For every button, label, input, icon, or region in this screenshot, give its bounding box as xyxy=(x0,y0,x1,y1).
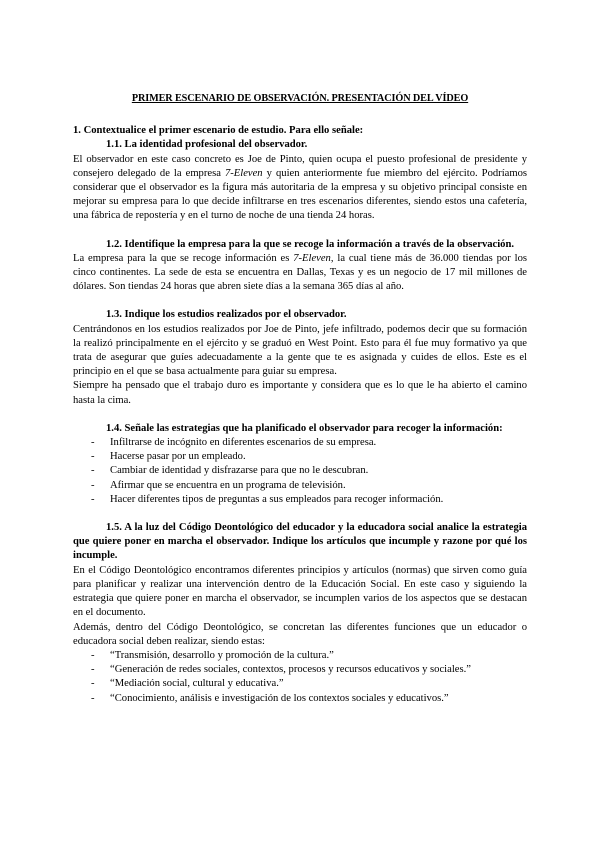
document-page xyxy=(73,92,527,706)
list-item: - Hacer diferentes tipos de preguntas a sus empleados para recoger información. xyxy=(73,493,527,507)
section-1-1-paragraph: El observador en este caso concreto es Joe de Pinto, quien ocupa el puesto profesional de presidente y consejero delegado de la empresa 7-Eleven y quien anteriormente fue miembro del ejército. Podríamos considerar que el observador es la figura más autoritaria de la empresa y su objetivo principal consiste en mejorar su empresa para lo que decide infiltrarse en tres escenarios diferentes, siendo estos una cafetería, una fábrica de repostería y en el turno de noche de una tienda 24 horas. xyxy=(73,153,527,222)
company-name: 7-Eleven xyxy=(293,252,331,264)
list-item: - Afirmar que se encuentra en un programa de televisión. xyxy=(73,479,527,493)
functions-list xyxy=(73,649,527,706)
list-item: - “Transmisión, desarrollo y promoción de la cultura.” xyxy=(73,649,527,663)
section-1-3-heading: 1.3. Indique los estudios realizados por el observador. xyxy=(106,309,347,321)
list-item: - Cambiar de identidad y disfrazarse para que no le descubran. xyxy=(73,464,527,478)
document-title: PRIMER ESCENARIO DE OBSERVACIÓN. PRESENTACIÓN DEL VÍDEO xyxy=(131,93,469,104)
section-1-2-heading: 1.2. Identifique la empresa para la que se recoge la información a través de la observación. xyxy=(106,238,515,250)
list-item: - “Generación de redes sociales, contextos, procesos y recursos educativos y sociales.” xyxy=(73,663,527,677)
section-1-1-heading: 1.1. La identidad profesional del observador. xyxy=(106,139,308,151)
section-1-5-heading: 1.5. A la luz del Código Deontológico del educador y la educadora social analice la estrategia que quiere poner en marcha el observador. Indique los artículos que incumple y razone por qué los incumple. xyxy=(73,522,527,562)
section-1-2-paragraph: La empresa para la que se recoge información es 7-Eleven, la cual tiene más de 36.000 tiendas por los cinco continentes. La sede de esta se encuentra en Dallas, Texas y es un negocio de 17 mil millones de dólares. Son tiendas 24 horas que abren siete días a la semana 365 días al año. xyxy=(73,252,527,293)
section-1-5-paragraph-2: Además, dentro del Código Deontológico, se concretan las diferentes funciones que un educador o educadora social deben realizar, siendo estas: xyxy=(73,621,527,647)
list-item: - Infiltrarse de incógnito en diferentes escenarios de su empresa. xyxy=(73,436,527,450)
section-1-5-paragraph-1: En el Código Deontológico encontramos diferentes principios y artículos (normas) que sirven como guía para planificar y realizar una intervención dentro de la Educación Social. En este caso y siguiendo la estrategia que quiere poner en marcha el observador, se incumplen varios de los aspectos que se destacan en el documento. xyxy=(73,564,527,619)
list-item: - “Conocimiento, análisis e investigación de los contextos sociales y educativos.” xyxy=(73,692,527,706)
section-1-3-paragraph-1: Centrándonos en los estudios realizados por Joe de Pinto, jefe infiltrado, podemos decir que su formación la realizó principalmente en el ejército y se graduó en West Point. Esto para él fue muy formativo ya que trata de asegurar que guíes adecuadamente a la gente que te es asignada y cuides de ellos. Este es el principio en el que se basa actualmente para guiar su empresa. xyxy=(73,323,527,378)
strategies-list xyxy=(73,436,527,507)
list-item: - “Mediación social, cultural y educativa.” xyxy=(73,677,527,691)
company-name: 7-Eleven xyxy=(224,167,263,179)
list-item: - Hacerse pasar por un empleado. xyxy=(73,450,527,464)
question-1-heading: 1. Contextualice el primer escenario de estudio. Para ello señale: xyxy=(73,125,364,137)
section-1-3-paragraph-2: Siempre ha pensado que el trabajo duro es importante y considera que es lo que le ha abierto el camino hasta la cima. xyxy=(73,380,527,406)
section-1-4-heading: 1.4. Señale las estrategias que ha planificado el observador para recoger la información: xyxy=(106,422,503,434)
